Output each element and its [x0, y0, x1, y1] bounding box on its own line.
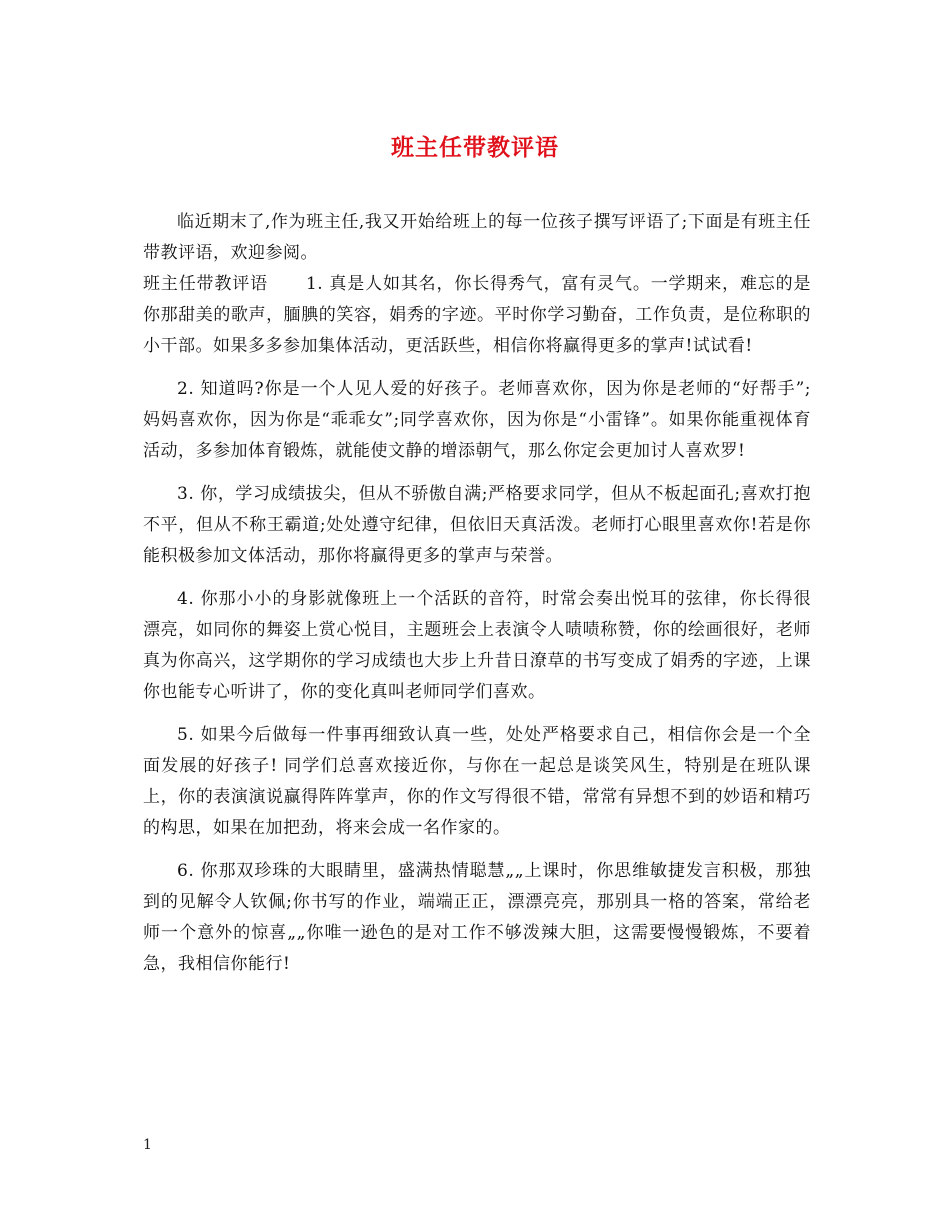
comment-paragraph-5: 5. 如果今后做每一件事再细致认真一些，处处严格要求自己，相信你会是一个全面发展的好孩子! 同学们总喜欢接近你，与你在一起总是谈笑风生，特别是在班队课上，你的表演演说赢得阵阵掌声，你的作文写得很不错，常常有异想不到的妙语和精巧的构思，如果在加把劲，将来会成一名作家的。 [143, 725, 811, 838]
intro-paragraph: 临近期末了,作为班主任,我又开始给班上的每一位孩子撰写评语了;下面是有班主任带教评语，欢迎参阅。 [143, 212, 811, 263]
document-title: 班主任带教评语 [391, 134, 559, 161]
section-label: 班主任带教评语 [143, 274, 268, 294]
comment-paragraph-2: 2. 知道吗?你是一个人见人爱的好孩子。老师喜欢你，因为你是老师的“好帮手”;妈妈喜欢你，因为你是“乖乖女”;同学喜欢你，因为你是“小雷锋”。如果你能重视体育活动，多参加体育锻炼，就能使文静的增添朝气，那么你定会更加讨人喜欢罗! [143, 379, 811, 461]
page-number: 1 [143, 1137, 152, 1153]
comment-paragraph-6: 6. 你那双珍珠的大眼睛里，盛满热情聪慧„„上课时，你思维敏捷发言积极，那独到的见解令人钦佩;你书写的作业，端端正正，漂漂亮亮，那别具一格的答案，常给老师一个意外的惊喜„„你唯一逊色的是对工作不够泼辣大胆，这需要慢慢锻炼，不要着急，我相信你能行! [143, 861, 811, 974]
comment-paragraph-3: 3. 你，学习成绩拔尖，但从不骄傲自满;严格要求同学，但从不板起面孔;喜欢打抱不平，但从不称王霸道;处处遵守纪律，但依旧天真活泼。老师打心眼里喜欢你!若是你能积极参加文体活动，那你将赢得更多的掌声与荣誉。 [143, 484, 811, 566]
document-body [143, 207, 811, 980]
comment-paragraph-4: 4. 你那小小的身影就像班上一个活跃的音符，时常会奏出悦耳的弦律，你长得很漂亮，如同你的舞姿上赏心悦目，主题班会上表演令人啧啧称赞，你的绘画很好，老师真为你高兴，这学期你的学习成绩也大步上升昔日潦草的书写变成了娟秀的字迹，上课你也能专心听讲了，你的变化真叫老师同学们喜欢。 [143, 589, 811, 702]
comment-paragraph-1 [143, 269, 811, 362]
comment-text-1: 1. 真是人如其名，你长得秀气，富有灵气。一学期来，难忘的是你那甜美的歌声，腼腆的笑容，娟秀的字迹。平时你学习勤奋，工作负责，是位称职的小干部。如果多多参加集体活动，更活跃些，相信你将赢得更多的掌声!试试看! [143, 274, 812, 356]
